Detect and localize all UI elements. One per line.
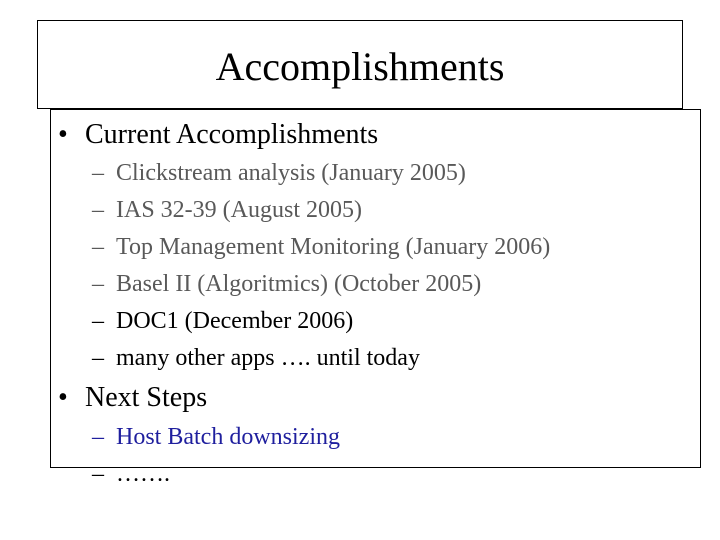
dash-icon: – <box>92 197 104 223</box>
dash-icon: – <box>92 424 104 450</box>
list-item-text: DOC1 (December 2006) <box>116 308 354 334</box>
section-heading: Next Steps <box>85 382 208 413</box>
title-frame <box>37 20 683 109</box>
bullet-next-steps <box>58 384 207 412</box>
list-item-text: many other apps …. until today <box>116 345 420 371</box>
list-item <box>92 272 481 296</box>
bullet-current-accomplishments <box>58 121 378 149</box>
list-item-text: IAS 32-39 (August 2005) <box>116 197 362 223</box>
bullet-icon: • <box>58 382 68 413</box>
bullet-icon: • <box>58 119 68 150</box>
dash-icon: – <box>92 345 104 371</box>
slide-title: Accomplishments <box>215 44 505 89</box>
list-item <box>92 309 353 333</box>
list-item <box>92 198 362 222</box>
list-item-text: ……. <box>116 461 170 487</box>
list-item <box>92 161 466 185</box>
list-item-text: Host Batch downsizing <box>116 424 340 450</box>
dash-icon: – <box>92 308 104 334</box>
dash-icon: – <box>92 461 104 487</box>
dash-icon: – <box>92 234 104 260</box>
list-item <box>92 462 170 486</box>
list-item <box>92 235 550 259</box>
dash-icon: – <box>92 271 104 297</box>
section-heading: Current Accomplishments <box>85 119 379 150</box>
list-item-text: Clickstream analysis (January 2005) <box>116 160 466 186</box>
list-item-text: Basel II (Algoritmics) (October 2005) <box>116 271 482 297</box>
dash-icon: – <box>92 160 104 186</box>
list-item-text: Top Management Monitoring (January 2006) <box>116 234 551 260</box>
list-item <box>92 346 420 370</box>
list-item <box>92 425 340 449</box>
